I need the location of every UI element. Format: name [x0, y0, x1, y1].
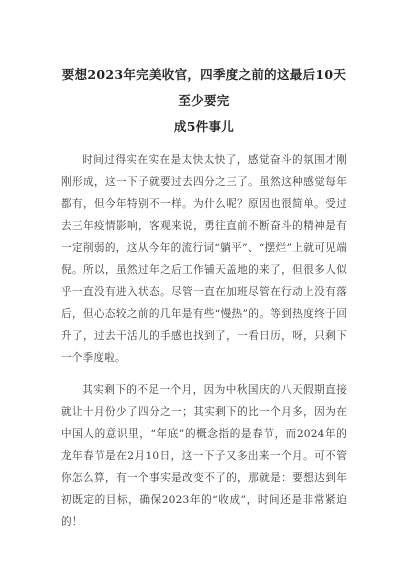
document-title-line-1: 要想2023年完美收官，四季度之前的这最后10天至少要完 [61, 67, 347, 108]
document-title-line-2: 成5件事儿 [173, 119, 235, 134]
body-paragraph-1: 时间过得实在实在是太快太快了，感觉奋斗的氛围才刚刚形成，这一下子就要过去四分之三了。虽然这种感觉每年都有，但今年特别不一样。为什么呢？原因也很简单。受过去三年疫情影响，客观来说，勇往直前不断奋斗的精神是有一定削弱的，这从今年的流行词“躺平”、“摆烂”上就可见端倪。所以，虽然过年之后工作铺天盖地的来了，但很多人似乎一直没有进入状态。尽管一直在加班尽管在行动上没有落后，但心态较之前的几年是有些“慢热”的。等到热度终于回升了，过去干活儿的手感也找到了，一看日历，呀，只剩下一个季度啦。 [61, 154, 347, 364]
body-paragraph-2: 其实剩下的不足一个月，因为中秋国庆的八天假期直接就让十月份少了四分之一；其实剩下的比一个月多，因为在中国人的意识里，“年底”的概念指的是春节，而2024年的龙年春节是在2月10日，这一下子又多出来一个月。可不管你怎么算，有一个事实是改变不了的，那就是：要想达到年初既定的目标，确保2023年的“收成”，时间还是非常紧迫的！ [61, 384, 347, 528]
document-title [61, 62, 347, 140]
